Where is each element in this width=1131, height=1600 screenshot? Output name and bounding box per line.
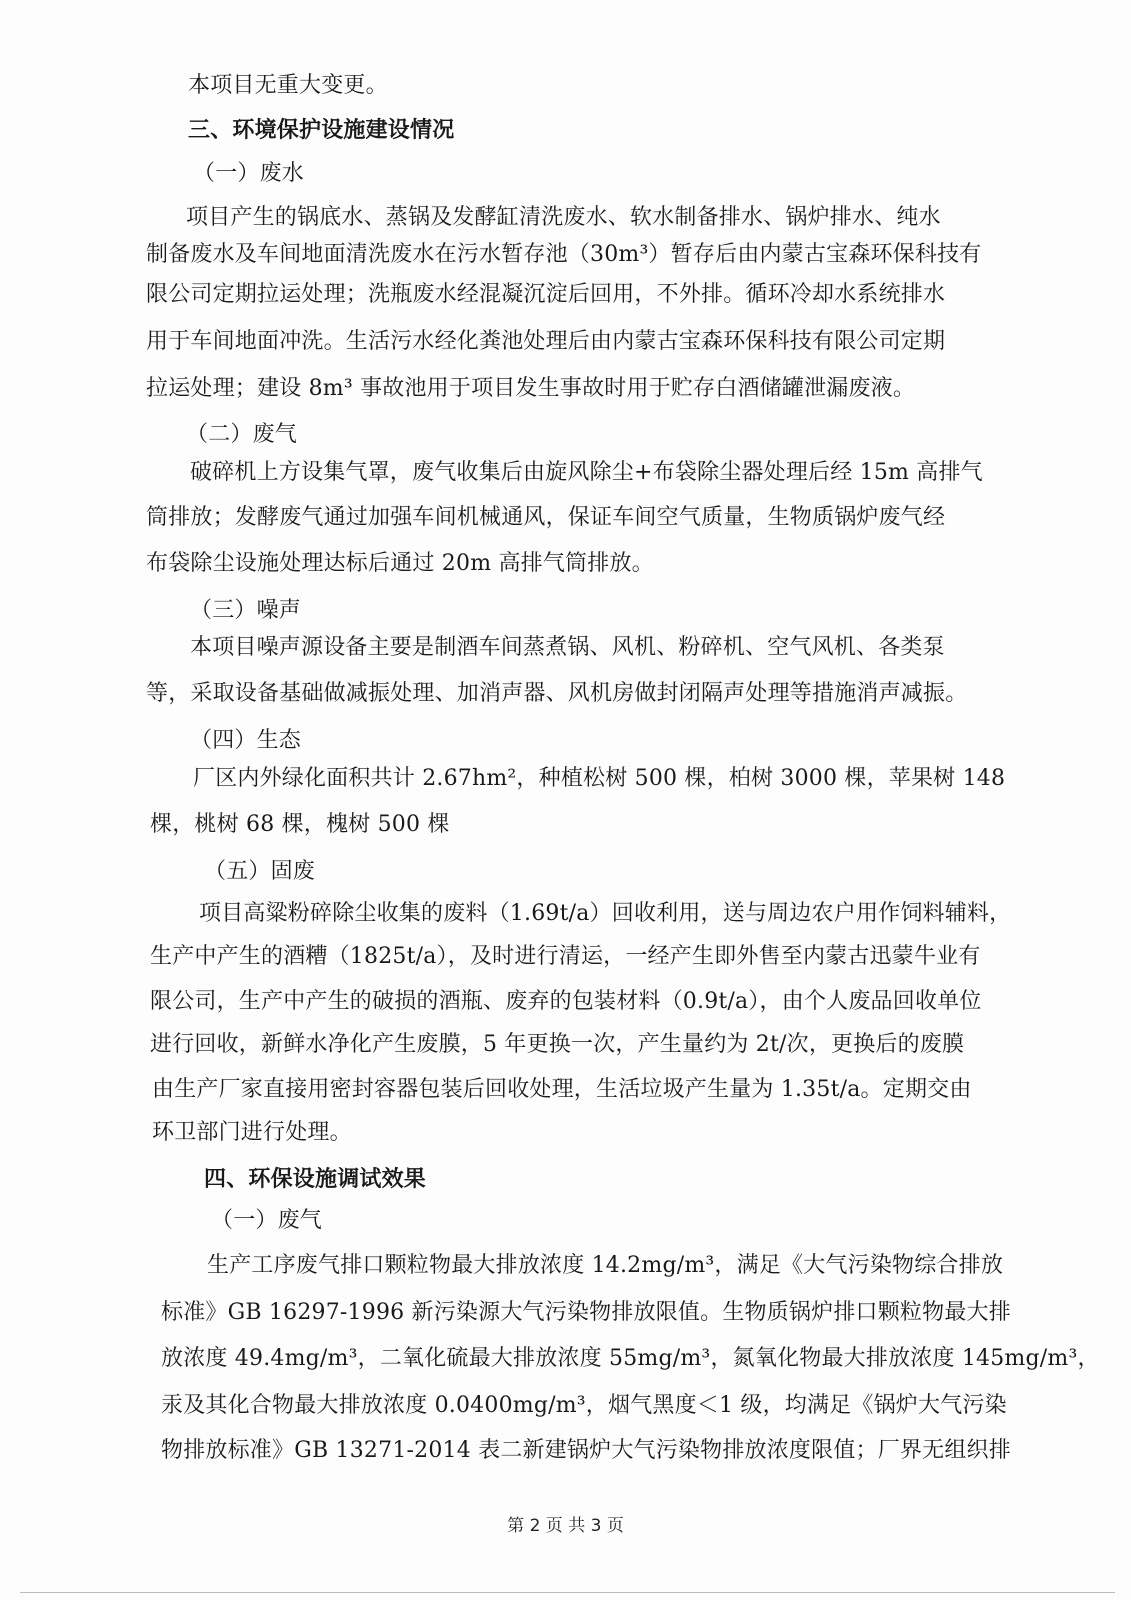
paragraph-line: 制备废水及车间地面清洗废水在污水暂存池（30m³）暂存后由内蒙古宝森环保科技有 [146,242,982,267]
paragraph-line: 本项目无重大变更。 [188,73,388,98]
subsection-heading: （五）固废 [204,859,316,884]
section-heading: 四、环保设施调试效果 [204,1166,427,1192]
paragraph-line: 布袋除尘设施处理达标后通过 20m 高排气筒排放。 [146,551,654,576]
paragraph-line: 进行回收，新鲜水净化产生废膜，5 年更换一次，产生量约为 2t/次，更换后的废膜 [150,1032,965,1057]
paragraph-line: 项目产生的锅底水、蒸锅及发酵缸清洗废水、软水制备排水、锅炉排水、纯水 [186,205,941,230]
paragraph-line: 限公司，生产中产生的破损的酒瓶、废弃的包装材料（0.9t/a），由个人废品回收单位 [150,989,982,1014]
paragraph-line: 等，采取设备基础做减振处理、加消声器、风机房做封闭隔声处理等措施消声减振。 [146,681,968,706]
paragraph-line: 放浓度 49.4mg/m³，二氧化硫最大排放浓度 55mg/m³，氮氧化物最大排放浓度 145mg/m³， [161,1346,1100,1371]
paragraph-line: 物排放标准》GB 13271-2014 表二新建锅炉大气污染物排放浓度限值；厂界无组织排 [161,1438,1011,1463]
section-heading: 三、环境保护设施建设情况 [188,117,455,143]
paragraph-line: 破碎机上方设集气罩，废气收集后由旋风除尘+布袋除尘器处理后经 15m 高排气 [190,460,983,485]
paragraph-line: 由生产厂家直接用密封容器包装后回收处理，生活垃圾产生量为 1.35t/a。定期交由 [152,1077,972,1102]
paragraph-line: 生产中产生的酒糟（1825t/a），及时进行清运，一经产生即外售至内蒙古迅蒙牛业有 [150,944,981,969]
subsection-heading: （一）废气 [211,1208,323,1233]
subsection-heading: （一）废水 [193,161,305,186]
paragraph-line: 汞及其化合物最大排放浓度 0.0400mg/m³，烟气黑度＜1 级，均满足《锅炉大气污染 [161,1393,1007,1418]
page-footer: 第 2 页 共 3 页 [507,1516,624,1536]
paragraph-line: 拉运处理；建设 8m³ 事故池用于项目发生事故时用于贮存白酒储罐泄漏废液。 [146,376,916,401]
paragraph-line: 项目高粱粉碎除尘收集的废料（1.69t/a）回收利用，送与周边农户用作饲料辅料， [199,901,1012,926]
paragraph-line: 环卫部门进行处理。 [152,1120,352,1145]
paragraph-line: 厂区内外绿化面积共计 2.67hm²，种植松树 500 棵，柏树 3000 棵，苹果树 148 [193,766,1006,791]
paragraph-line: 生产工序废气排口颗粒物最大排放浓度 14.2mg/m³，满足《大气污染物综合排放 [207,1253,1004,1278]
paragraph-line: 限公司定期拉运处理；洗瓶废水经混凝沉淀后回用，不外排。循环冷却水系统排水 [146,282,946,307]
bottom-rule [20,1592,1115,1593]
paragraph-line: 筒排放；发酵废气通过加强车间机械通风，保证车间空气质量，生物质锅炉废气经 [146,505,946,530]
subsection-heading: （四）生态 [190,728,302,753]
paragraph-line: 本项目噪声源设备主要是制酒车间蒸煮锅、风机、粉碎机、空气风机、各类泵 [190,635,945,660]
subsection-heading: （二）废气 [186,422,298,447]
paragraph-line: 棵，桃树 68 棵，槐树 500 棵 [150,812,450,837]
subsection-heading: （三）噪声 [190,598,302,623]
paragraph-line: 标准》GB 16297-1996 新污染源大气污染物排放限值。生物质锅炉排口颗粒物最大排 [161,1300,1011,1325]
paragraph-line: 用于车间地面冲洗。生活污水经化粪池处理后由内蒙古宝森环保科技有限公司定期 [146,329,946,354]
